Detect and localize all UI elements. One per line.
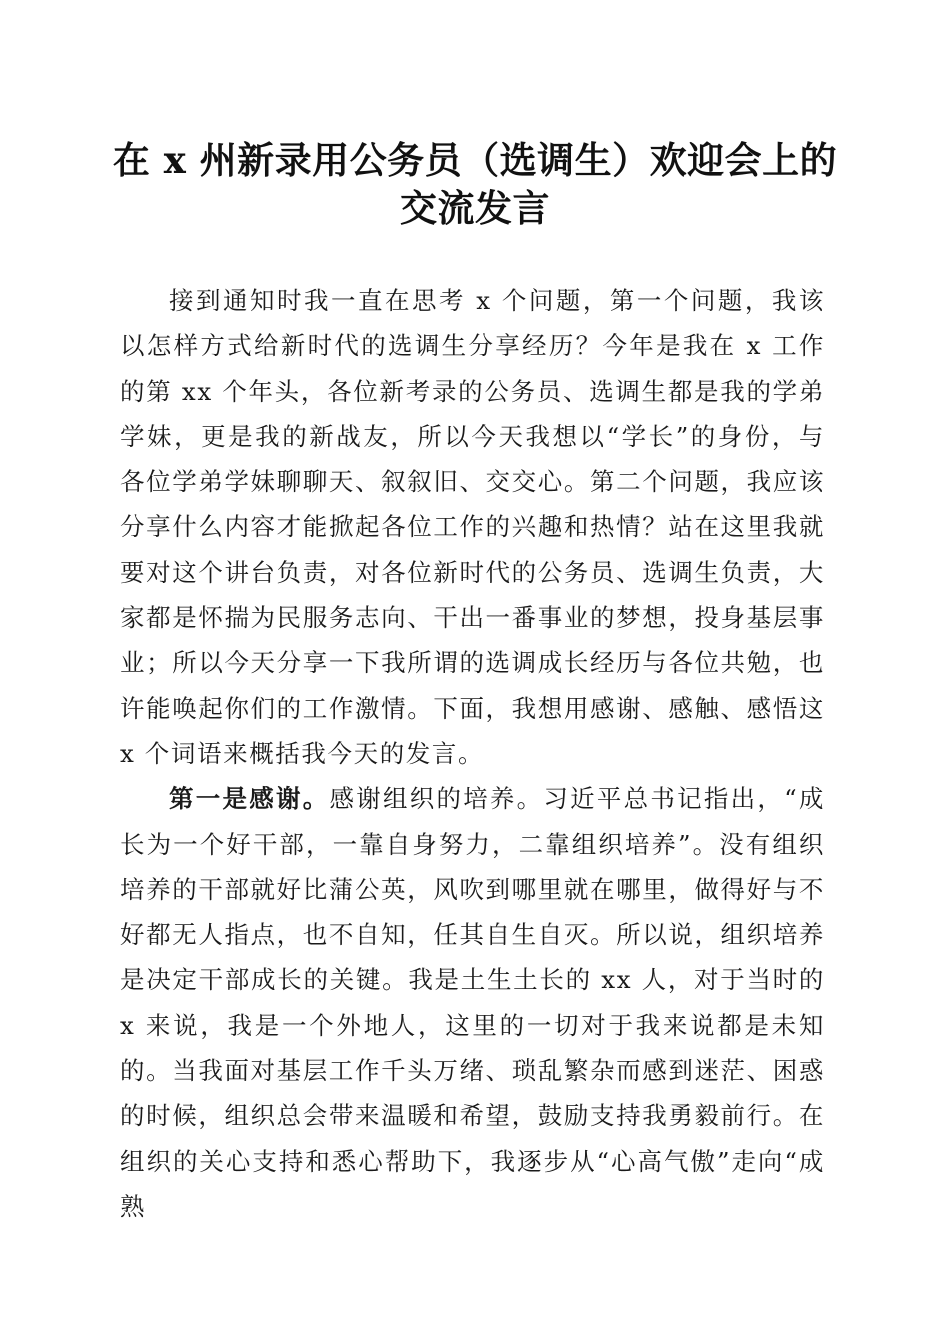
paragraph-lead: 第一是感谢。 (169, 784, 330, 814)
document-body (120, 278, 825, 1229)
paragraph-text: 接到通知时我一直在思考 x 个问题，第一个问题，我该以怎样方式给新时代的选调生分享经历？今年是我在 x 工作的第 xx 个年头，各位新考录的公务员、选调生都是我的学弟学妹，更是我的新战友，所以今天我想以“学长”的身份，与各位学弟学妹聊聊天、叙叙旧、交交心。第二个问题，我应该分享什么内容才能掀起各位工作的兴趣和热情？站在这里我就要对这个讲台负责，对各位新时代的公务员、选调生负责，大家都是怀揣为民服务志向、干出一番事业的梦想，投身基层事业；所以今天分享一下我所谓的选调成长经历与各位共勉，也许能唤起你们的工作激情。下面，我想用感谢、感触、感悟这 x 个词语来概括我今天的发言。 (120, 286, 825, 768)
paragraph-text: 感谢组织的培养。习近平总书记指出，“成长为一个好干部，一靠自身努力，二靠组织培养”。没有组织培养的干部就好比蒲公英，风吹到哪里就在哪里，做得好与不好都无人指点，也不自知，任其自生自灭。所以说，组织培养是决定干部成长的关键。我是土生土长的 xx 人，对于当时的 x 来说，我是一个外地人，这里的一切对于我来说都是未知的。当我面对基层工作千头万绪、琐乱繁杂而感到迷茫、困惑的时候，组织总会带来温暖和希望，鼓励支持我勇毅前行。在组织的关心支持和悉心帮助下，我逐步从“心高气傲”走向“成熟 (120, 784, 825, 1221)
paragraph-intro (120, 278, 825, 776)
paragraph-gratitude (120, 776, 825, 1229)
document-title: 在 x 州新录用公务员（选调生）欢迎会上的交流发言 (112, 138, 838, 230)
